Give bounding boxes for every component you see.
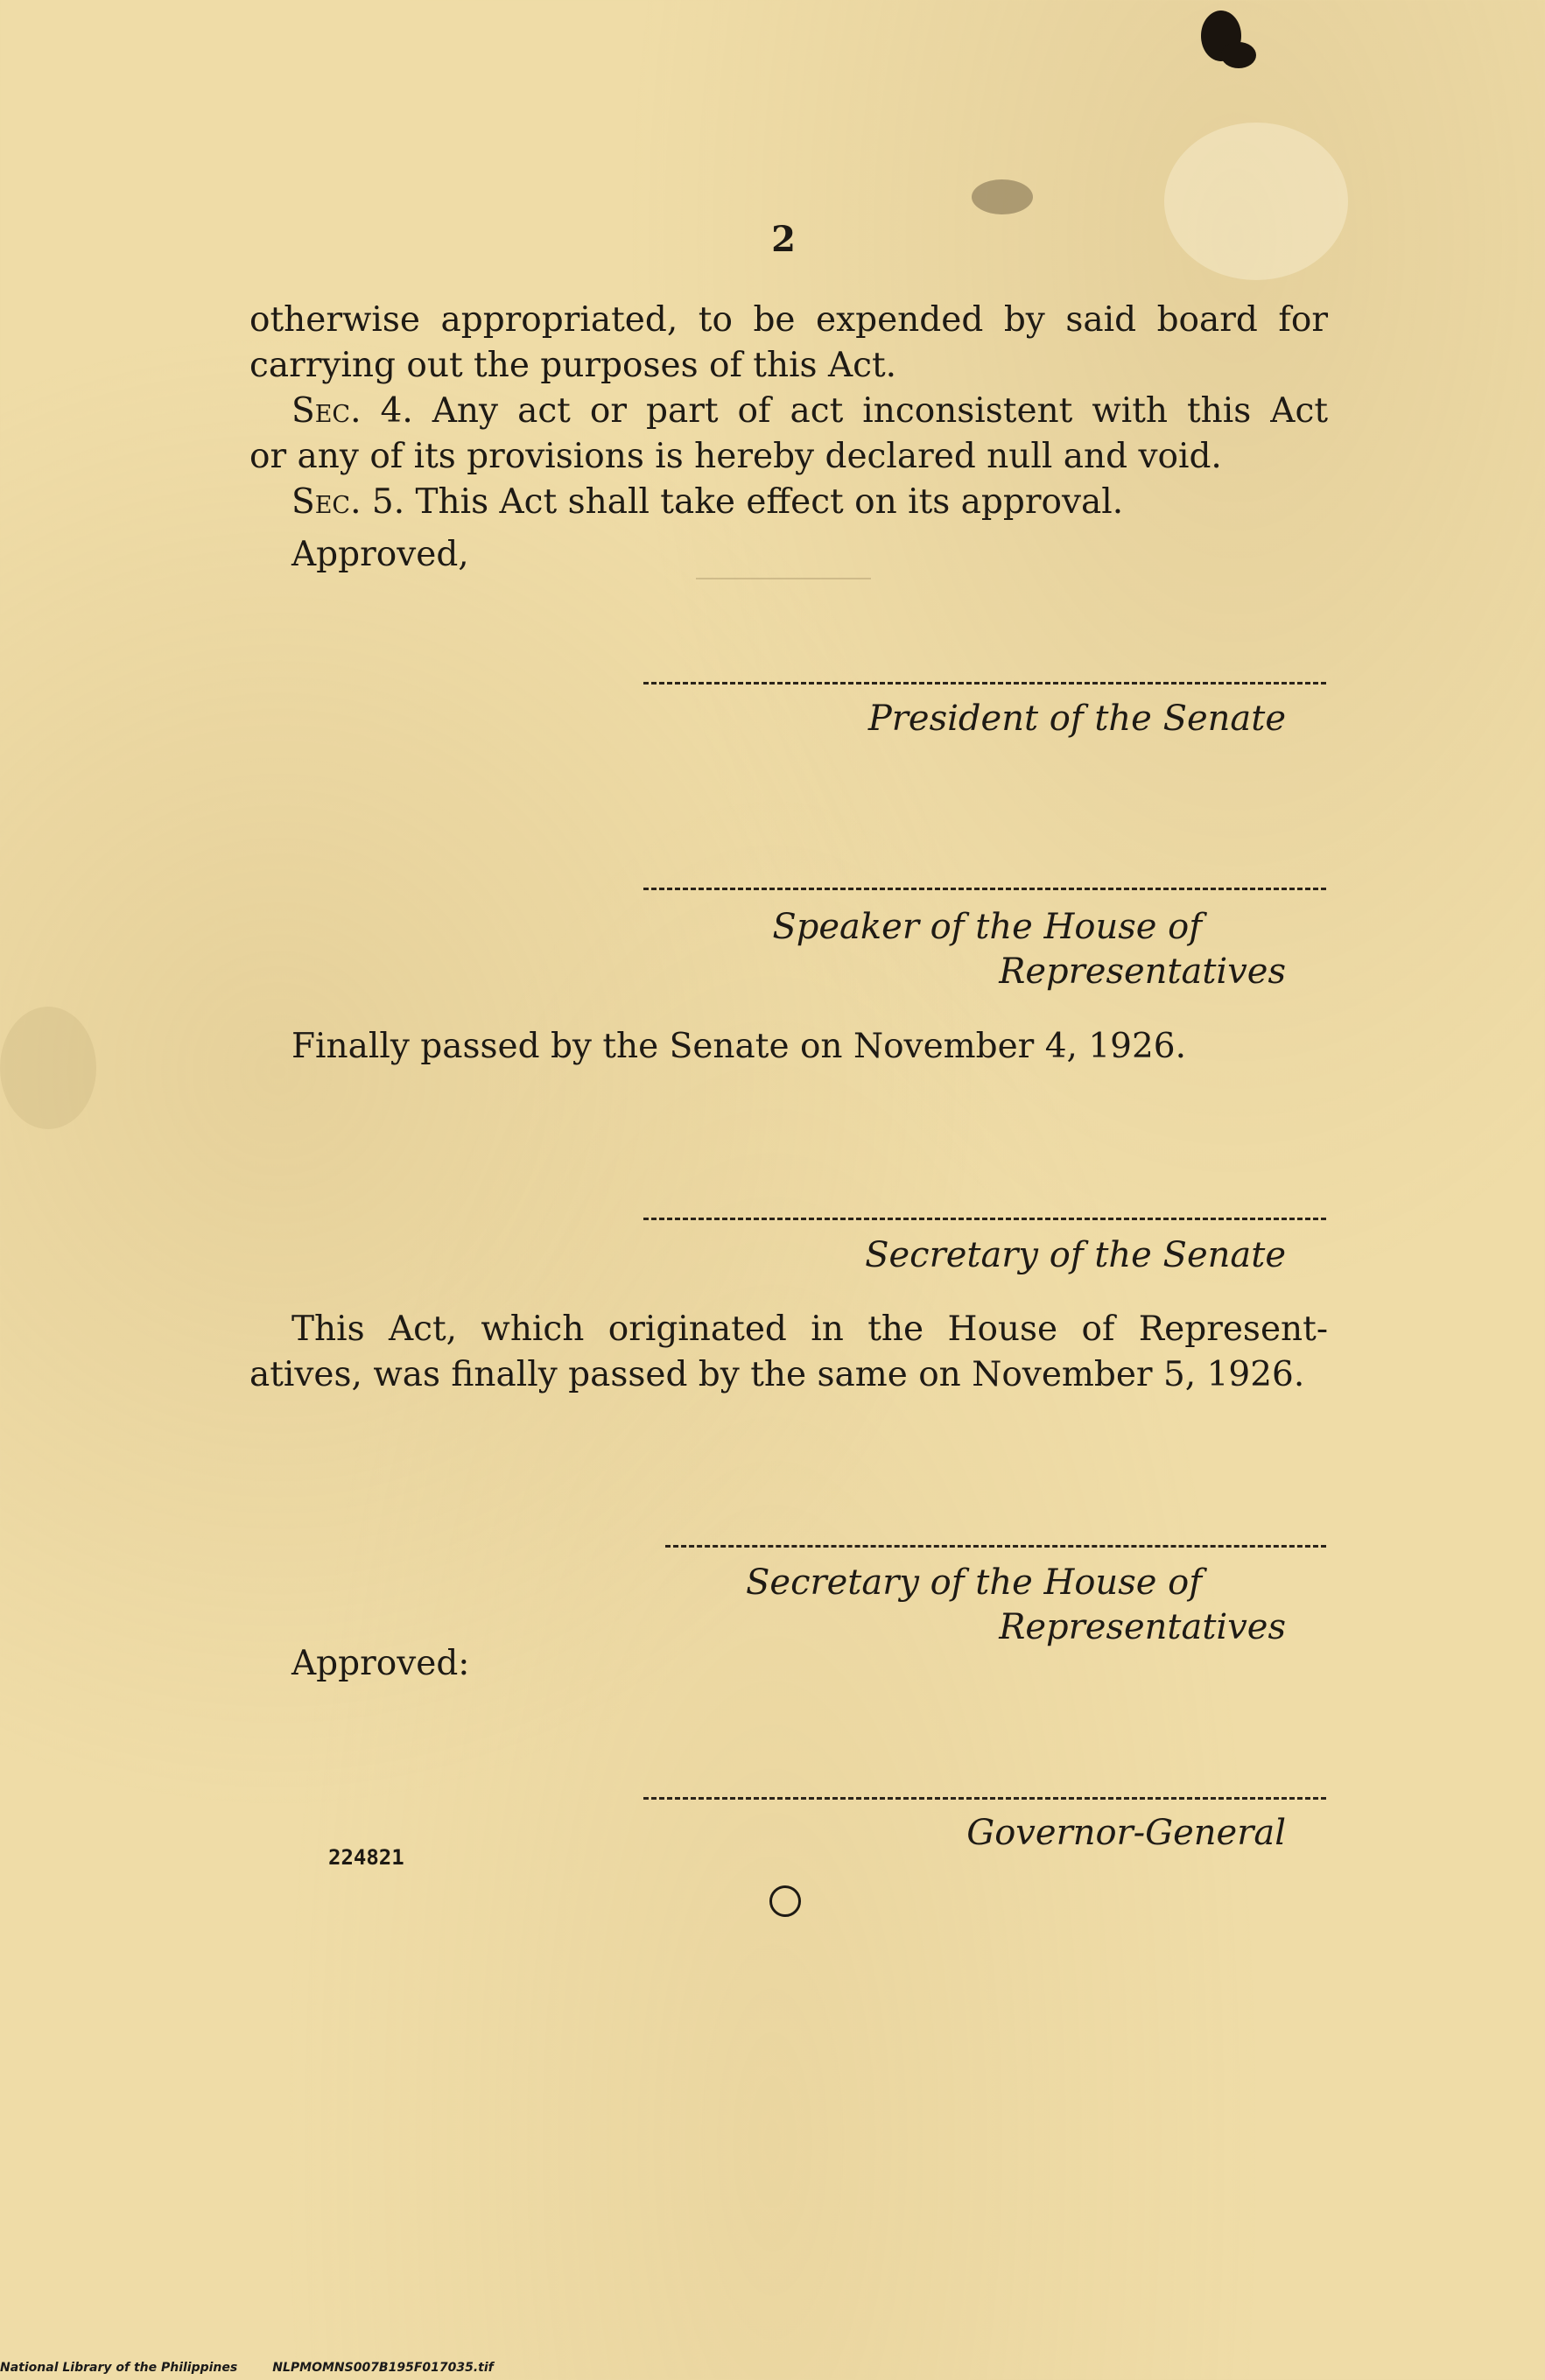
governor-general-title: Governor-General bbox=[966, 1813, 1286, 1853]
speaker-title-line2: Representatives bbox=[999, 951, 1286, 992]
circle-mark bbox=[769, 1885, 801, 1917]
paper-stain bbox=[972, 179, 1033, 214]
section-text: . 4. Any act or part of act inconsistent with this Act bbox=[350, 391, 1328, 431]
approved-label: Approved, bbox=[291, 535, 469, 574]
section-5-line bbox=[249, 480, 1328, 525]
president-senate-title: President of the Senate bbox=[867, 699, 1286, 739]
secretary-house-title-line1: Secretary of the House of bbox=[746, 1562, 1202, 1603]
section-text: . 5. This Act shall take effect on its approval. bbox=[350, 482, 1124, 522]
signature-line bbox=[643, 682, 1326, 685]
text-line: otherwise appropriated, to be expended by said board for bbox=[249, 300, 1328, 340]
archive-footer bbox=[0, 2361, 1545, 2375]
text-line: carrying out the purposes of this Act. bbox=[249, 346, 897, 385]
secretary-senate-title: Secretary of the Senate bbox=[865, 1235, 1286, 1275]
senate-passage-text: Finally passed by the Senate on November 4, 1926. bbox=[291, 1027, 1186, 1066]
house-passage bbox=[249, 1307, 1328, 1398]
file-id: NLPMOMNS007B195F017035.tif bbox=[272, 2361, 494, 2375]
short-rule bbox=[696, 578, 871, 579]
section-label: Sec bbox=[291, 482, 351, 522]
house-passage-line1: This Act, which originated in the House of Represent- bbox=[291, 1309, 1328, 1349]
signature-line bbox=[643, 1797, 1326, 1800]
serial-number: 224821 bbox=[328, 1845, 404, 1870]
text-line: or any of its provisions is hereby declared null and void. bbox=[249, 437, 1222, 476]
signature-line bbox=[665, 1545, 1326, 1548]
paper-stain bbox=[0, 1007, 96, 1129]
page-number: 2 bbox=[771, 219, 796, 260]
speaker-title-line1: Speaker of the House of bbox=[772, 907, 1202, 947]
secretary-house-title-line2: Representatives bbox=[999, 1607, 1286, 1647]
section-label: Sec bbox=[291, 391, 351, 431]
approved-colon-label: Approved: bbox=[291, 1644, 470, 1683]
house-passage-line2: atives, was finally passed by the same on November 5, 1926. bbox=[249, 1355, 1305, 1394]
ink-blot bbox=[1221, 42, 1256, 68]
senate-passage bbox=[249, 1024, 1328, 1070]
signature-line bbox=[643, 1218, 1326, 1220]
sections-text bbox=[249, 298, 1328, 578]
signature-line bbox=[643, 888, 1326, 890]
section-4-line bbox=[249, 389, 1328, 434]
library-credit: National Library of the Philippines bbox=[0, 2361, 238, 2375]
